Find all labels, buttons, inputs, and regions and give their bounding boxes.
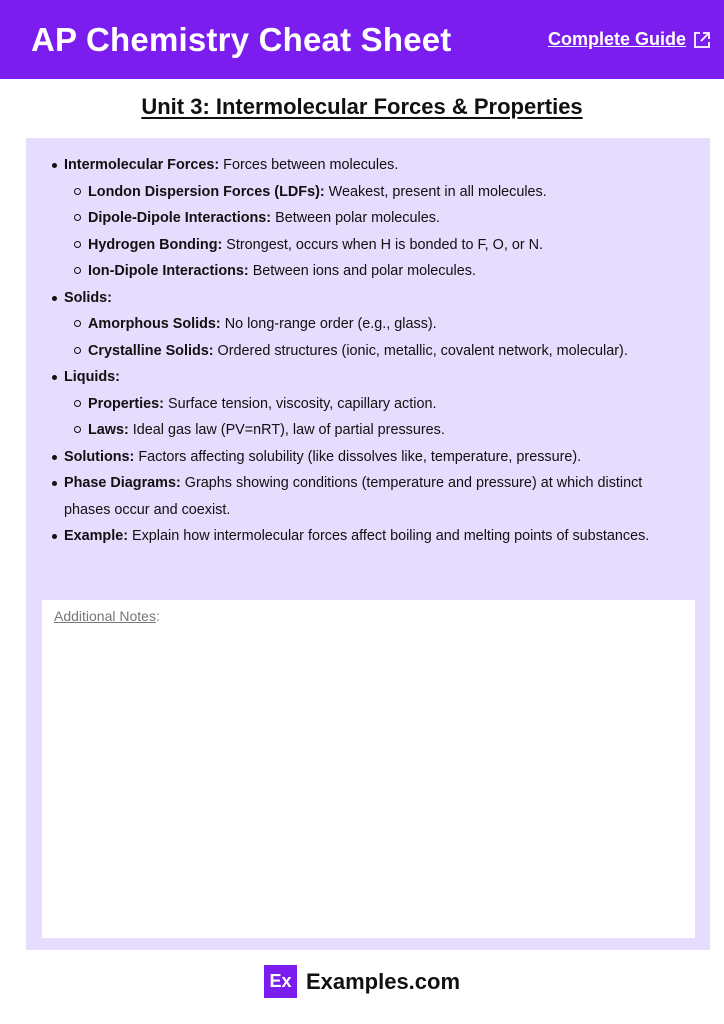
topic-term: Phase Diagrams: (64, 475, 181, 491)
brand-name[interactable]: Examples.com (305, 968, 461, 994)
footer (0, 965, 724, 998)
notes-label-colon: : (155, 608, 160, 624)
subtopic-description: Ordered structures (ionic, metallic, covalent network, molecular). (213, 342, 628, 359)
topic-term: Example: (64, 528, 128, 544)
subtopic-term: Amorphous Solids: (88, 316, 221, 332)
subtopic-description: Strongest, occurs when H is bonded to F, O, or N. (222, 236, 544, 253)
subtopic-item (64, 205, 692, 232)
subtopic-item (64, 391, 692, 418)
topic-list (52, 152, 692, 550)
topic-description: Graphs showing conditions (temperature and pressure) at which distinct phases occur and coexist. (64, 475, 643, 518)
topic-term: Intermolecular Forces: (64, 157, 220, 173)
topic-description: Explain how intermolecular forces affect boiling and melting points of substances. (128, 528, 650, 544)
subtopic-list (64, 391, 692, 444)
subtopic-term: Laws: (88, 422, 129, 438)
unit-title: Unit 3: Intermolecular Forces & Properties (141, 94, 583, 119)
subtopic-term: London Dispersion Forces (LDFs): (88, 183, 325, 200)
subtopic-item (64, 232, 692, 259)
topic-term: Solids: (64, 289, 112, 306)
subtopic-description: Weakest, present in all molecules. (324, 183, 547, 200)
subtopic-item (64, 311, 692, 338)
subtopic-item (64, 338, 692, 365)
subtopic-term: Ion-Dipole Interactions: (88, 263, 249, 279)
subtopic-item (64, 417, 692, 444)
subtopic-term: Dipole-Dipole Interactions: (88, 210, 272, 226)
subtopic-term: Properties: (88, 395, 164, 412)
topic-item (52, 285, 692, 365)
examples-logo[interactable]: Ex (264, 965, 297, 998)
subtopic-description: Between polar molecules. (271, 210, 440, 226)
subtopic-term: Hydrogen Bonding: (88, 236, 223, 253)
header-bar (0, 0, 724, 79)
topic-item (52, 444, 692, 471)
content-panel (26, 138, 710, 950)
additional-notes-box[interactable] (42, 600, 695, 938)
topic-description: Factors affecting solubility (like dissolves like, temperature, pressure). (134, 448, 582, 465)
topic-description: Forces between molecules. (219, 157, 399, 173)
notes-label (54, 608, 160, 624)
topic-term: Solutions: (64, 448, 135, 465)
subtopic-term: Crystalline Solids: (88, 342, 214, 359)
topic-term: Liquids: (64, 369, 120, 385)
subtopic-item (64, 179, 692, 206)
subtopic-description: Ideal gas law (PV=nRT), law of partial pressures. (128, 422, 445, 438)
external-link-icon (692, 30, 712, 50)
subtopic-item (64, 258, 692, 285)
subtopic-description: Between ions and polar molecules. (248, 263, 476, 279)
complete-guide-label: Complete Guide (547, 29, 686, 49)
subtopic-description: Surface tension, viscosity, capillary action. (163, 395, 437, 412)
topic-item (52, 364, 692, 444)
topic-item (52, 470, 692, 523)
subtopic-description: No long-range order (e.g., glass). (220, 316, 437, 332)
subtopic-list (64, 311, 692, 364)
notes-label-text: Additional Notes (54, 608, 156, 624)
page-title: AP Chemistry Cheat Sheet (31, 20, 452, 58)
subtopic-list (64, 179, 692, 285)
topic-item (52, 523, 692, 550)
topic-item (52, 152, 692, 285)
complete-guide-link[interactable] (548, 29, 712, 50)
